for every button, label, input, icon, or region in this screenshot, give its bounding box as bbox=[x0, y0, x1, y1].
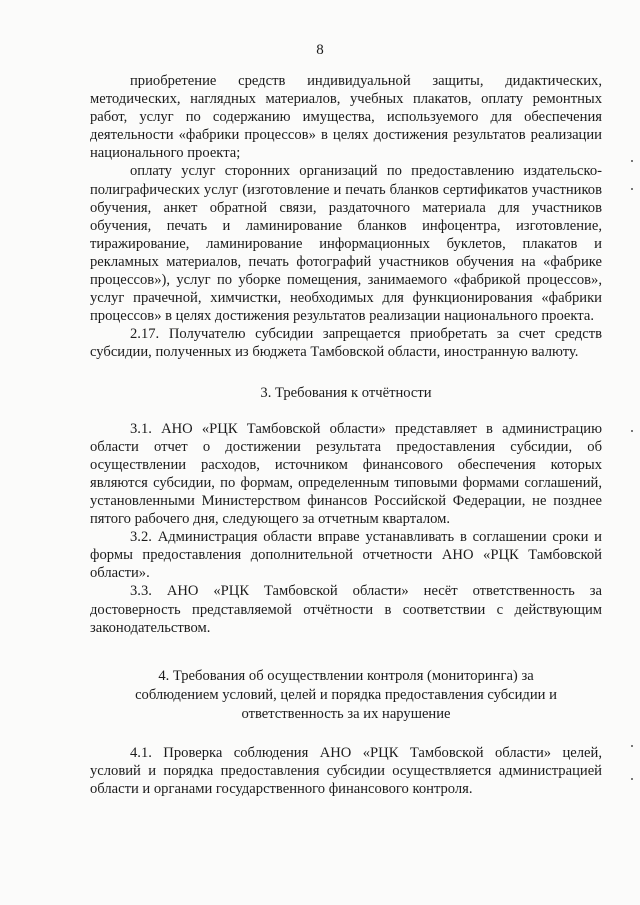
paragraph-services: оплату услуг сторонних организаций по предоставлению издательско-полиграфических услуг (изготовление и печать бланков сертификатов участников обучения, анкет обратной связи, раздаточного материала для участников обучения, печать и ламинирование бланков инфоцентра, изготовление, тиражирование, ламинирование информационных буклетов, плакатов и рекламных материалов, печать фотографий участников обучения на «фабрике процессов»), услуг по уборке помещения, занимаемого «фабрикой процессов», услуг прачечной, химчистки, необходимых для функционирования «фабрики процессов» в целях достижения результатов реализации национального проекта. bbox=[90, 163, 602, 325]
scan-speck bbox=[631, 160, 633, 162]
section-4-heading-line: ответственность за их нарушение bbox=[241, 705, 451, 722]
section-4-heading-line: 4. Требования об осуществлении контроля (мониторинга) за bbox=[158, 667, 534, 684]
clause-3-2: 3.2. Администрация области вправе устанавливать в соглашении сроки и формы предоставления дополнительной отчетности АНО «РЦК Тамбовской области». bbox=[90, 529, 602, 582]
page-number: 8 bbox=[316, 42, 324, 58]
section-4-heading-line: соблюдением условий, целей и порядка предоставления субсидии и bbox=[135, 686, 557, 703]
document-body bbox=[90, 72, 602, 798]
paragraph-purchases: приобретение средств индивидуальной защиты, дидактических, методических, наглядных материалов, учебных плакатов, оплату ремонтных работ, услуг по содержанию имущества, используемого для обеспечения деятельности «фабрики процессов» в целях достижения результатов реализации национального проекта; bbox=[90, 73, 602, 162]
clause-4-1: 4.1. Проверка соблюдения АНО «РЦК Тамбовской области» целей, условий и порядка предоставления субсидии осуществляется администрацией области и органами государственного финансового контроля. bbox=[90, 744, 602, 797]
scan-speck bbox=[631, 188, 633, 190]
section-3-heading: 3. Требования к отчётности bbox=[260, 384, 432, 401]
scan-speck bbox=[631, 745, 633, 747]
scan-speck bbox=[631, 430, 633, 432]
clause-2-17: 2.17. Получателю субсидии запрещается приобретать за счет средств субсидии, полученных из бюджета Тамбовской области, иностранную валюту. bbox=[90, 326, 602, 361]
clause-3-3: 3.3. АНО «РЦК Тамбовской области» несёт ответственность за достоверность представляемой отчётности в соответствии с действующим законодательством. bbox=[90, 583, 602, 636]
section-4-heading bbox=[90, 667, 602, 724]
clause-3-1: 3.1. АНО «РЦК Тамбовской области» представляет в администрацию области отчет о достижении результата предоставления субсидии, об осуществлении расходов, источником финансового обеспечения которых являются субсидии, по формам, определенным типовыми формами соглашений, установленными Министерством финансов Российской Федерации, не позднее пятого рабочего дня, следующего за отчетным кварталом. bbox=[90, 420, 602, 528]
scan-speck bbox=[631, 778, 633, 780]
